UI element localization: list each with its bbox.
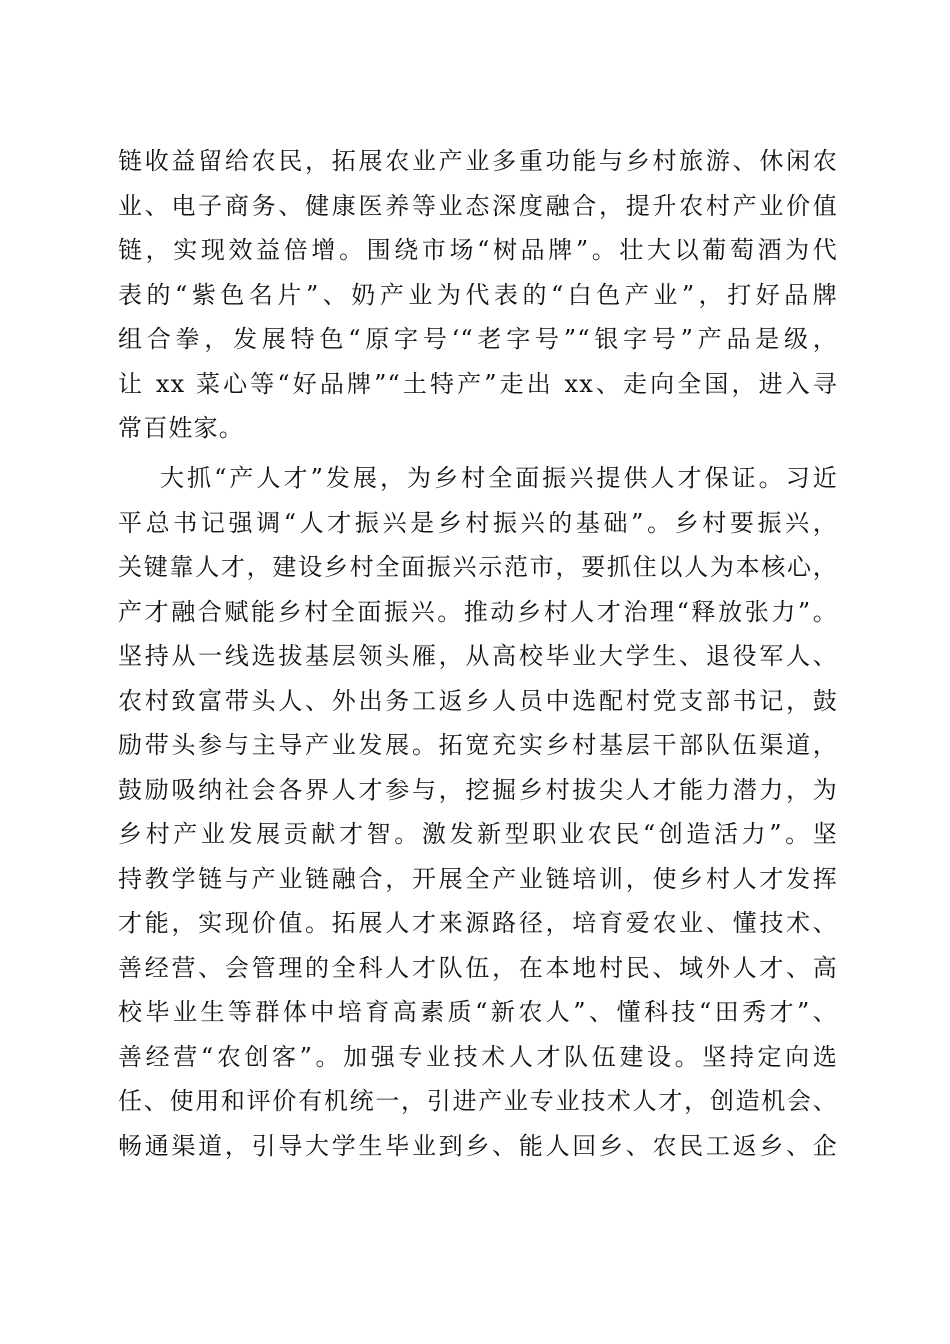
paragraph-line: 励带头参与主导产业发展。拓宽充实乡村基层干部队伍渠道，: [118, 731, 838, 759]
paragraph-line: 农村致富带头人、外出务工返乡人员中选配村党支部书记，鼓: [118, 686, 838, 715]
paragraph-line: 常百姓家。: [118, 414, 244, 442]
paragraph-2: [118, 456, 838, 1168]
paragraph-line: 任、使用和评价有机统一，引进产业专业技术人才，创造机会、: [118, 1087, 838, 1115]
paragraph-line: 链，实现效益倍增。围绕市场“树品牌”。壮大以葡萄酒为代: [118, 236, 838, 264]
paragraph-line: 业、电子商务、健康医养等业态深度融合，提升农村产业价值: [118, 191, 838, 220]
paragraph-1: [118, 139, 838, 451]
paragraph-line: 大抓“产人才”发展，为乡村全面振兴提供人才保证。习近: [160, 464, 838, 492]
paragraph-line: 善经营“农创客”。加强专业技术人才队伍建设。坚持定向选: [118, 1042, 838, 1071]
paragraph-line: 善经营、会管理的全科人才队伍，在本地村民、域外人才、高: [118, 953, 838, 982]
paragraph-line: 链收益留给农民，拓展农业产业多重功能与乡村旅游、休闲农: [118, 147, 838, 175]
paragraph-line: 表的“紫色名片”、奶产业为代表的“白色产业”，打好品牌: [118, 280, 838, 309]
paragraph-line: 持教学链与产业链融合，开展全产业链培训，使乡村人才发挥: [118, 864, 838, 893]
paragraph-line: 让 xx 菜心等“好品牌”“土特产”走出 xx、走向全国，进入寻: [118, 369, 838, 398]
paragraph-line: 畅通渠道，引导大学生毕业到乡、能人回乡、农民工返乡、企: [118, 1131, 838, 1160]
paragraph-line: 组合拳，发展特色“原字号‘“老字号”“银字号”产品是级，: [118, 325, 838, 353]
paragraph-line: 关键靠人才，建设乡村全面振兴示范市，要抓住以人为本核心，: [118, 553, 838, 581]
paragraph-line: 鼓励吸纳社会各界人才参与，挖掘乡村拔尖人才能力潜力，为: [118, 775, 838, 804]
paragraph-line: 乡村产业发展贡献才智。激发新型职业农民“创造活力”。坚: [118, 820, 838, 848]
paragraph-line: 产才融合赋能乡村全面振兴。推动乡村人才治理“释放张力”。: [118, 597, 838, 626]
paragraph-line: 校毕业生等群体中培育高素质“新农人”、懂科技“田秀才”、: [118, 998, 838, 1026]
paragraph-line: 才能，实现价值。拓展人才来源路径，培育爱农业、懂技术、: [118, 909, 838, 937]
paragraph-line: 坚持从一线选拔基层领头雁，从高校毕业大学生、退役军人、: [118, 642, 838, 670]
paragraph-line: 平总书记强调“人才振兴是乡村振兴的基础”。乡村要振兴，: [118, 508, 838, 537]
